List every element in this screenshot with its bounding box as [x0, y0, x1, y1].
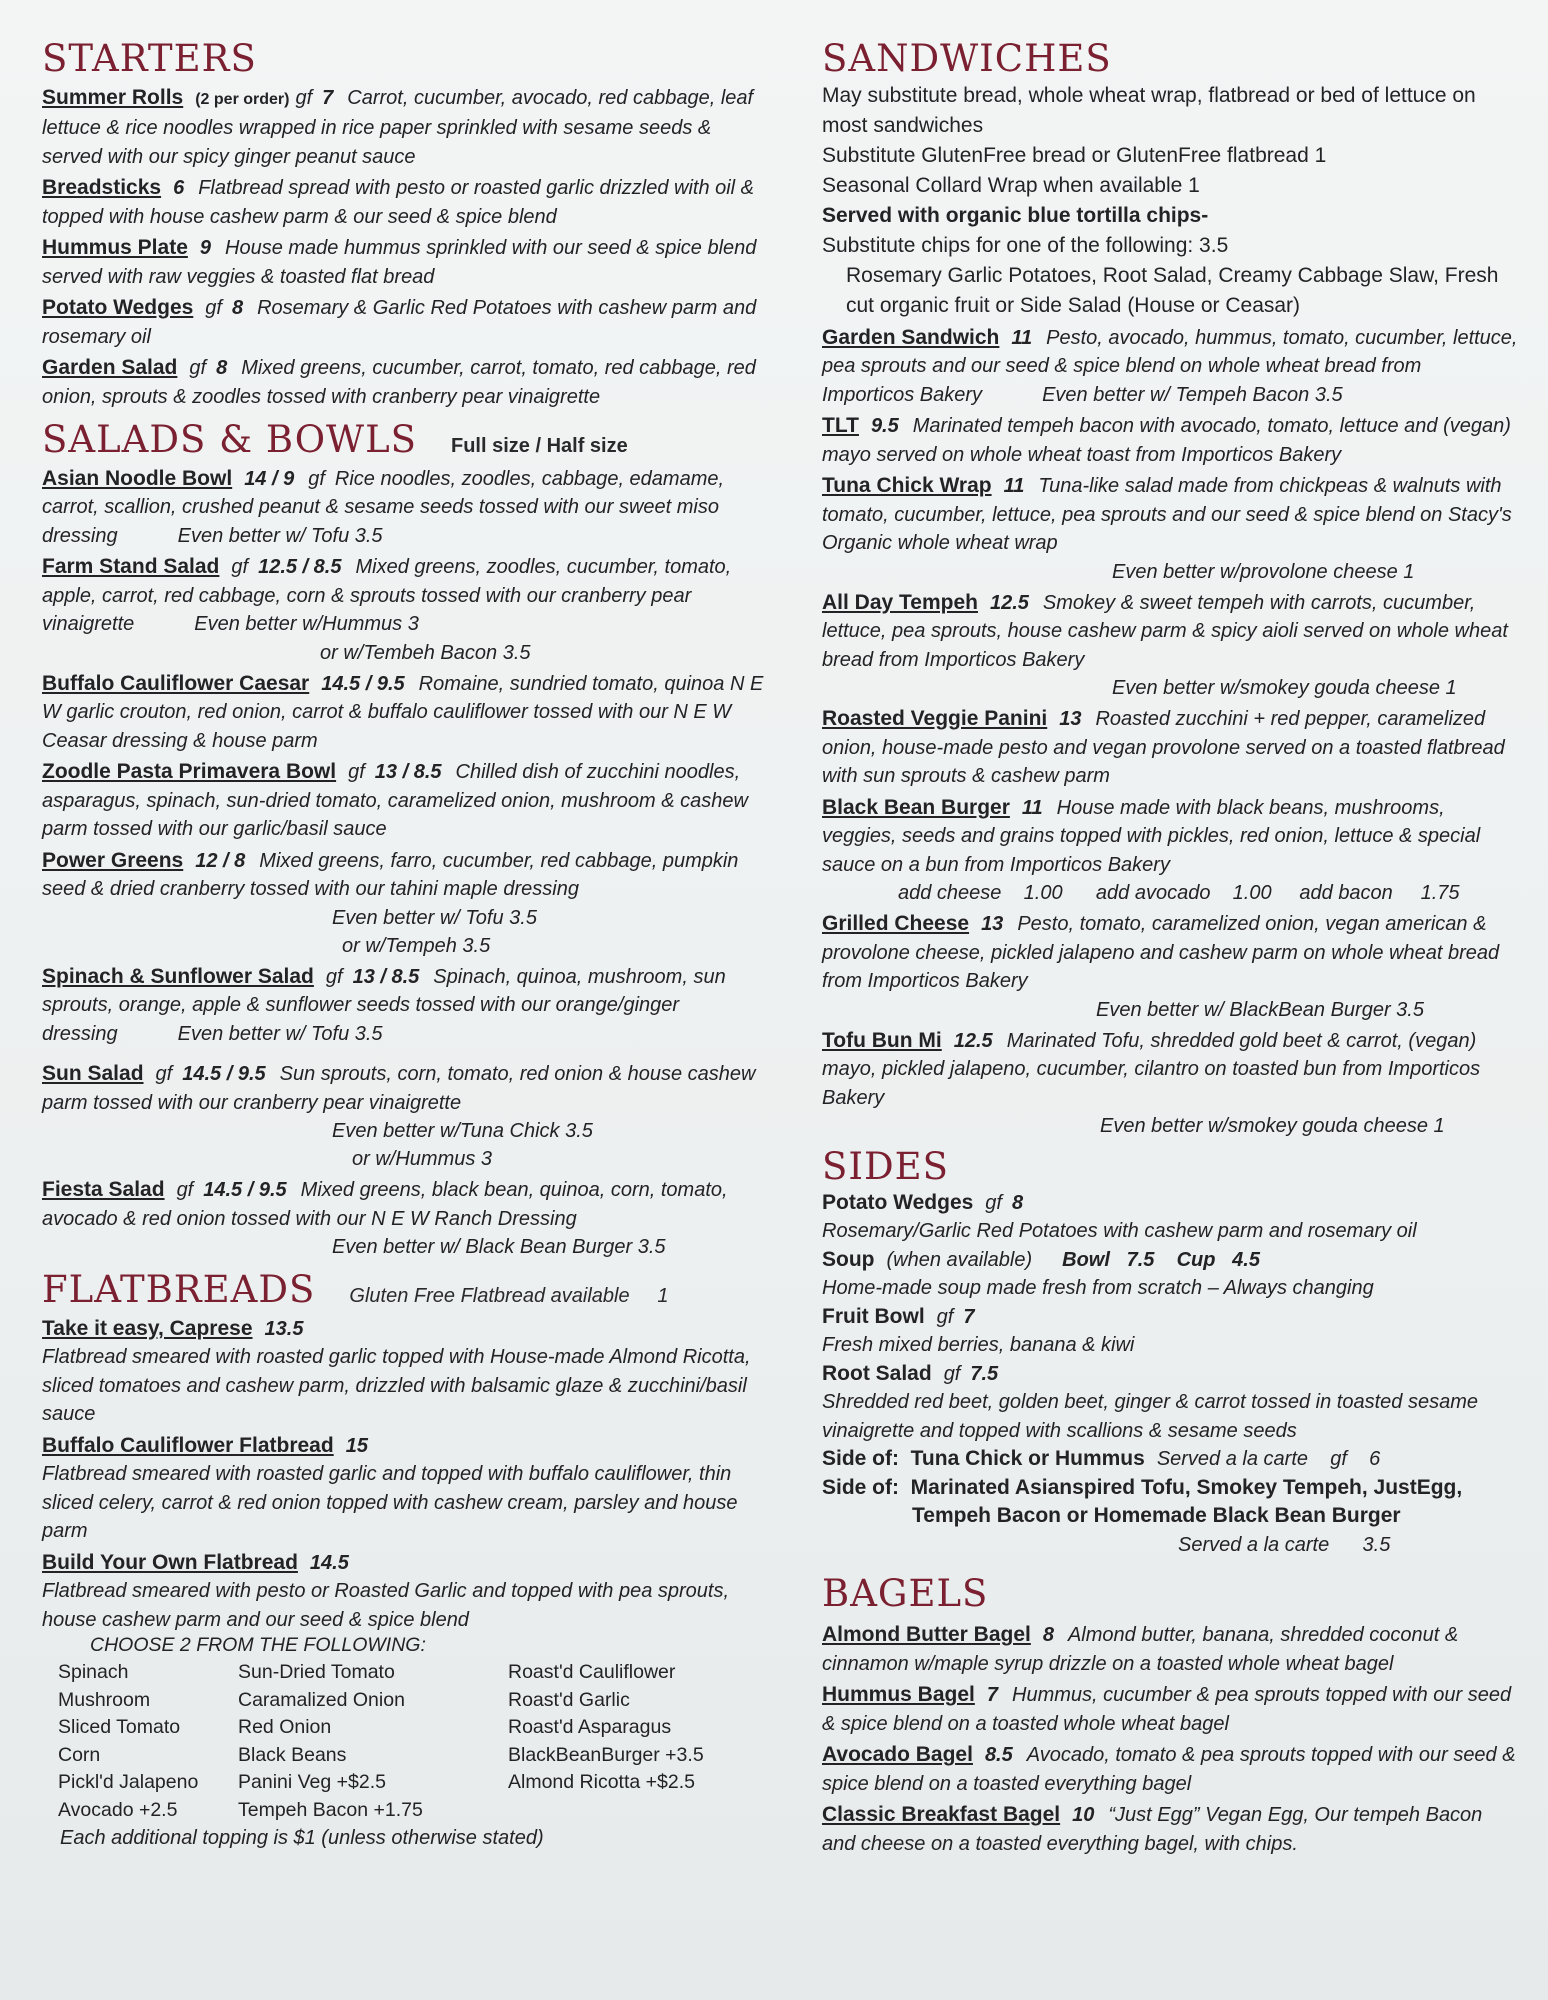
- item-desc: Spinach, quinoa, mushroom, sun sprouts, orange, apple & sunflower seeds tossed with our orange/ginger dressing: [42, 965, 726, 1045]
- item-price: 8: [1011, 1191, 1024, 1214]
- item-desc: Mixed greens, zoodles, cucumber, tomato, apple, carrot, red cabbage, corn & sprouts tossed with our cranberry pear vinaigrette: [42, 556, 732, 636]
- topping-option: Roast'd Asparagus: [508, 1716, 672, 1739]
- item-name: Farm Stand Salad: [42, 555, 220, 579]
- item-desc: Shredded red beet, golden beet, ginger & carrot tossed in toasted sesame vinaigrette and topped with scallions & sesame seeds: [822, 1391, 1478, 1442]
- item-extra: or w/Tembeh Bacon 3.5: [320, 641, 531, 664]
- item-price: 8: [216, 357, 228, 380]
- item-name: Asian Noodle Bowl: [42, 466, 233, 490]
- item-desc: Roasted zucchini + red pepper, caramelized onion, house-made pesto and vegan provolone served on a toasted flatbread with sun sprouts & cashew parm: [822, 708, 1505, 788]
- item-extra: Even better w/ Tofu 3.5: [177, 524, 383, 547]
- item-desc: Sun sprouts, corn, tomato, red onion & house cashew parm tossed with our cranberry pear vinaigrette: [42, 1063, 756, 1114]
- item-desc: Marinated Tofu, shredded gold beet & carrot, (vegan) mayo, pickled jalapeno, cucumber, cilantro on toasted bun from Importicos Bakery: [822, 1029, 1481, 1109]
- item-desc: Romaine, sundried tomato, quinoa N E W garlic crouton, red onion, carrot & buffalo cauliflower tossed with our N E W Ceasar dressing & house parm: [42, 672, 764, 752]
- menu-item: [822, 794, 1518, 880]
- item-price: 7: [986, 1684, 998, 1707]
- item-qualifier: (2 per order): [195, 90, 290, 108]
- toppings-footer: Each additional topping is $1 (unless otherwise stated): [60, 1827, 544, 1850]
- item-name: Sun Salad: [42, 1062, 144, 1086]
- topping-option: Tempeh Bacon +1.75: [238, 1798, 423, 1821]
- item-price: 14.5 / 9.5: [203, 1179, 287, 1202]
- menu-item: [42, 758, 770, 844]
- salads-section: [42, 419, 770, 1261]
- menu-item: [822, 705, 1518, 791]
- item-name: Tuna Chick Wrap: [822, 474, 992, 498]
- topping-option: Spinach: [58, 1661, 129, 1684]
- gf-tag: gf: [325, 965, 343, 988]
- starters-section: [42, 38, 770, 411]
- menu-item: [822, 472, 1518, 558]
- toppings-grid: [42, 1659, 770, 1824]
- item-name: Potato Wedges: [42, 296, 194, 320]
- gf-tag: gf: [231, 556, 249, 579]
- item-name: Power Greens: [42, 848, 184, 872]
- item-name: Soup: [822, 1247, 875, 1271]
- item-desc: Mixed greens, cucumber, carrot, tomato, red cabbage, red onion, sprouts & zoodles tossed with cranberry pear vinaigrette: [42, 357, 756, 408]
- item-price: 8.5: [984, 1744, 1013, 1767]
- item-price: Bowl 7.5 Cup 4.5: [1062, 1248, 1260, 1271]
- item-extra: or w/Tempeh 3.5: [342, 934, 491, 957]
- item-price: 8: [1042, 1624, 1054, 1647]
- item-extra: Even better w/ Tofu 3.5: [332, 906, 537, 929]
- salads-size-note: Full size / Half size: [451, 435, 628, 458]
- menu-item: [822, 1189, 1518, 1218]
- topping-option: Pickl'd Jalapeno: [58, 1771, 199, 1794]
- topping-option: Avocado +2.5: [58, 1798, 178, 1821]
- menu-item: [822, 324, 1518, 410]
- item-price: 13: [981, 913, 1004, 936]
- item-name: Take it easy, Caprese: [42, 1316, 253, 1340]
- item-name: Fruit Bowl: [822, 1304, 925, 1328]
- item-name: Classic Breakfast Bagel: [822, 1803, 1061, 1827]
- item-extra: Even better w/smokey gouda cheese 1: [1112, 677, 1457, 700]
- item-extra: or w/Hummus 3: [352, 1148, 493, 1171]
- item-name: Garden Sandwich: [822, 325, 1000, 349]
- side-of-label: Tempeh Bacon or Homemade Black Bean Burger: [912, 1504, 1401, 1528]
- item-name: Zoodle Pasta Primavera Bowl: [42, 760, 337, 784]
- item-name: Tofu Bun Mi: [822, 1028, 942, 1052]
- item-price: 14 / 9: [244, 467, 295, 490]
- menu-item: [42, 1060, 770, 1117]
- item-price: 14.5 / 9.5: [321, 672, 405, 695]
- gf-tag: gf: [155, 1063, 173, 1086]
- substitute-list: Rosemary Garlic Potatoes, Root Salad, Creamy Cabbage Slaw, Fresh cut organic fruit or Side Salad (House or Ceasar): [846, 263, 1499, 317]
- salads-title: SALADS & BOWLS: [42, 418, 417, 462]
- item-name: Avocado Bagel: [822, 1743, 973, 1767]
- gf-tag: gf: [308, 467, 325, 490]
- item-price: 12 / 8: [195, 849, 246, 872]
- item-name: Black Bean Burger: [822, 795, 1010, 819]
- flatbreads-title: FLATBREADS: [42, 1268, 316, 1312]
- item-desc: Rice noodles, zoodles, cabbage, edamame, carrot, scallion, crushed peanut & sesame seeds tossed with our sweet miso dressing: [42, 467, 725, 547]
- item-qualifier: (when available): [886, 1248, 1033, 1271]
- flatbreads-heading: [42, 1269, 770, 1312]
- side-of-label: Side of: Marinated Asianspired Tofu, Smokey Tempeh, JustEgg,: [822, 1475, 1463, 1499]
- menu-item: [42, 553, 770, 639]
- menu-item: [42, 354, 770, 411]
- menu-item: [822, 1801, 1518, 1858]
- right-column: [822, 38, 1518, 1858]
- item-name: Grilled Cheese: [822, 912, 970, 936]
- item-extra: Even better w/provolone cheese 1: [1112, 560, 1415, 583]
- topping-option: Red Onion: [238, 1716, 332, 1739]
- menu-item: [822, 1027, 1518, 1113]
- topping-option: Caramalized Onion: [238, 1688, 405, 1711]
- item-desc: House made with black beans, mushrooms, veggies, seeds and grains topped with pickles, red onion, lettuce & special sauce on a bun from Importicos Bakery: [822, 796, 1481, 876]
- topping-option: Sun-Dried Tomato: [238, 1661, 395, 1684]
- gf-tag: gf: [936, 1305, 954, 1328]
- item-name: Garden Salad: [42, 356, 178, 380]
- item-price: 15: [345, 1434, 368, 1457]
- menu-item: [822, 589, 1518, 675]
- item-desc: Pesto, tomato, caramelized onion, vegan american & provolone cheese, pickled jalapeno and cashew parm on whole wheat bread from Importicos Bakery: [822, 913, 1500, 993]
- side-of-price: Served a la carte 3.5: [1178, 1533, 1391, 1556]
- menu-item: [42, 963, 770, 1049]
- choose-label: CHOOSE 2 FROM THE FOLLOWING:: [90, 1634, 426, 1657]
- topping-option: Sliced Tomato: [58, 1716, 181, 1739]
- item-name: Hummus Bagel: [822, 1683, 975, 1707]
- gf-tag: gf: [985, 1191, 1002, 1214]
- left-column: [42, 38, 770, 1852]
- item-desc: House made hummus sprinkled with our seed & spice blend served with raw veggies & toasted flat bread: [42, 237, 757, 288]
- menu-item: [42, 847, 770, 904]
- menu-item: [42, 234, 770, 291]
- salads-heading: [42, 419, 770, 462]
- item-name: Breadsticks: [42, 176, 162, 200]
- item-extra: add cheese 1.00 add avocado 1.00 add bacon 1.75: [898, 882, 1460, 905]
- item-extra: Even better w/ Tempeh Bacon 3.5: [1042, 383, 1343, 406]
- item-name: Root Salad: [822, 1361, 932, 1385]
- item-price: 12.5 / 8.5: [258, 556, 342, 579]
- item-price: 6: [173, 177, 185, 200]
- menu-item: [42, 294, 770, 351]
- sides-title: SIDES: [822, 1145, 949, 1189]
- item-desc: Rosemary/Garlic Red Potatoes with cashew parm and rosemary oil: [822, 1220, 1417, 1243]
- item-desc: Hummus, cucumber & pea sprouts topped with our seed & spice blend on a toasted whole wheat bagel: [822, 1684, 1512, 1735]
- item-desc: Pesto, avocado, hummus, tomato, cucumber, lettuce, pea sprouts and our seed & spice blend on whole wheat bread from Importicos Bakery: [822, 326, 1518, 406]
- item-name: Summer Rolls: [42, 85, 184, 109]
- item-name: Buffalo Cauliflower Caesar: [42, 671, 310, 695]
- sandwiches-section: [822, 38, 1518, 1140]
- side-of-price: Served a la carte gf 6: [1156, 1448, 1381, 1471]
- topping-option: Roast'd Garlic: [508, 1688, 630, 1711]
- item-desc: Marinated tempeh bacon with avocado, tomato, lettuce and (vegan) mayo served on whole wheat toast from Importicos Bakery: [822, 415, 1511, 466]
- item-price: 14.5 / 9.5: [182, 1063, 266, 1086]
- bagels-section: [822, 1573, 1518, 1859]
- menu-item: [42, 1176, 770, 1233]
- item-name: All Day Tempeh: [822, 590, 978, 614]
- gf-tag: gf: [176, 1179, 194, 1202]
- side-of-line: [822, 1502, 1518, 1531]
- item-extra: Even better w/ BlackBean Burger 3.5: [1096, 998, 1424, 1021]
- item-price: 12.5: [989, 591, 1029, 614]
- menu-item: [822, 1303, 1518, 1332]
- sandwiches-title: SANDWICHES: [822, 37, 1112, 80]
- item-price: 11: [1021, 796, 1043, 819]
- sandwich-intro: Substitute GlutenFree bread or GlutenFree flatbread 1: [822, 143, 1327, 167]
- topping-option: Panini Veg +$2.5: [238, 1771, 387, 1794]
- gf-tag: gf: [348, 761, 365, 784]
- item-desc: Flatbread spread with pesto or roasted garlic drizzled with oil & topped with house cashew parm & our seed & spice blend: [42, 177, 755, 228]
- item-price: 12.5: [953, 1029, 993, 1052]
- item-name: Build Your Own Flatbread: [42, 1550, 298, 1574]
- topping-option: Black Beans: [238, 1743, 347, 1766]
- item-price: 7: [322, 86, 334, 109]
- topping-option: Almond Ricotta +$2.5: [508, 1771, 695, 1794]
- menu-item: [822, 1681, 1518, 1738]
- item-name: Potato Wedges: [822, 1190, 974, 1214]
- gf-tag: gf: [943, 1362, 961, 1385]
- item-price: 13: [1059, 708, 1082, 731]
- item-price: 13.5: [264, 1317, 304, 1340]
- item-price: 7: [963, 1305, 975, 1328]
- item-price: 9.5: [870, 415, 899, 438]
- topping-option: [508, 1797, 728, 1825]
- topping-option: Corn: [58, 1743, 101, 1766]
- chips-note: Served with organic blue tortilla chips-: [822, 203, 1209, 227]
- menu-item: [822, 910, 1518, 996]
- item-price: 10: [1072, 1804, 1095, 1827]
- menu-item: [822, 1246, 1518, 1275]
- item-price: 11: [1003, 475, 1025, 498]
- gf-tag: gf: [189, 357, 207, 380]
- item-extra: Even better w/smokey gouda cheese 1: [1100, 1115, 1445, 1138]
- item-name: Hummus Plate: [42, 236, 188, 260]
- item-desc: Mixed greens, farro, cucumber, red cabbage, pumpkin seed & dried cranberry tossed with our tahini maple dressing: [42, 849, 739, 901]
- item-price: 13 / 8.5: [352, 965, 420, 988]
- gluten-free-note: Gluten Free Flatbread available 1: [349, 1285, 669, 1308]
- item-extra: Even better w/Hummus 3: [194, 613, 419, 636]
- item-desc: “Just Egg” Vegan Egg, Our tempeh Bacon and cheese on a toasted everything bagel, with chips.: [822, 1804, 1483, 1855]
- item-name: Spinach & Sunflower Salad: [42, 964, 314, 988]
- menu-item: [42, 1432, 770, 1461]
- menu-item: [42, 465, 770, 551]
- item-extra: Even better w/ Tofu 3.5: [177, 1022, 383, 1045]
- item-desc: Fresh mixed berries, banana & kiwi: [822, 1334, 1135, 1357]
- sides-section: [822, 1146, 1518, 1559]
- side-of-line: [822, 1445, 1518, 1474]
- menu-item: [42, 1549, 770, 1578]
- item-price: 14.5: [309, 1551, 349, 1574]
- sandwich-intro: May substitute bread, whole wheat wrap, flatbread or bed of lettuce on most sandwiches: [822, 83, 1476, 137]
- item-extra: Even better w/ Black Bean Burger 3.5: [332, 1236, 666, 1259]
- item-desc: Smokey & sweet tempeh with carrots, cucumber, lettuce, pea sprouts, house cashew parm & spicy aioli served on whole wheat bread from Importicos Bakery: [822, 591, 1508, 671]
- item-price: 11: [1011, 326, 1033, 349]
- menu-item: [822, 1621, 1518, 1678]
- menu-item: [42, 670, 770, 756]
- gf-tag: gf: [205, 297, 222, 320]
- item-desc: Flatbread smeared with pesto or Roasted Garlic and topped with pea sprouts, house cashew parm and our seed & spice blend: [42, 1580, 730, 1631]
- menu-item: [822, 1741, 1518, 1798]
- item-desc: Flatbread smeared with roasted garlic and topped with buffalo cauliflower, thin sliced celery, carrot & red onion topped with cashew cream, parsley and house parm: [42, 1463, 738, 1543]
- item-desc: Flatbread smeared with roasted garlic topped with House-made Almond Ricotta, sliced tomatoes and cashew parm, drizzled with balsamic glaze & zucchini/basil sauce: [42, 1346, 751, 1426]
- side-of-label: Side of: Tuna Chick or Hummus: [822, 1447, 1145, 1471]
- item-name: Almond Butter Bagel: [822, 1623, 1031, 1647]
- substitute-note: Substitute chips for one of the following: 3.5: [822, 233, 1229, 257]
- item-desc: Mixed greens, black bean, quinoa, corn, tomato, avocado & red onion tossed with our N E W Ranch Dressing: [42, 1179, 728, 1230]
- item-price: 7.5: [970, 1362, 999, 1385]
- item-desc: Carrot, cucumber, avocado, red cabbage, leaf lettuce & rice noodles wrapped in rice paper sprinkled with sesame seeds & served with our spicy ginger peanut sauce: [42, 86, 754, 168]
- item-extra: Even better w/Tuna Chick 3.5: [332, 1120, 593, 1143]
- topping-option: BlackBeanBurger +3.5: [508, 1743, 704, 1766]
- item-name: Fiesta Salad: [42, 1178, 165, 1202]
- item-desc: Home-made soup made fresh from scratch – Always changing: [822, 1277, 1374, 1300]
- side-of-line: [822, 1474, 1518, 1503]
- item-desc: Avocado, tomato & pea sprouts topped with our seed & spice blend on a toasted everything bagel: [822, 1744, 1516, 1795]
- topping-option: Roast'd Cauliflower: [508, 1661, 676, 1684]
- item-price: 13 / 8.5: [374, 761, 442, 784]
- menu-item: [42, 174, 770, 231]
- item-name: Buffalo Cauliflower Flatbread: [42, 1433, 334, 1457]
- item-desc: Tuna-like salad made from chickpeas & walnuts with tomato, cucumber, lettuce, pea sprouts and our seed & spice blend on Stacy's Organic whole wheat wrap: [822, 475, 1512, 555]
- flatbreads-section: [42, 1269, 770, 1852]
- item-desc: Rosemary & Garlic Red Potatoes with cashew parm and rosemary oil: [42, 297, 757, 348]
- item-name: Roasted Veggie Panini: [822, 707, 1048, 731]
- sandwich-intro: Seasonal Collard Wrap when available 1: [822, 173, 1200, 197]
- starters-title: STARTERS: [42, 37, 257, 80]
- item-desc: Almond butter, banana, shredded coconut & cinnamon w/maple syrup drizzle on a toasted whole wheat bagel: [822, 1624, 1459, 1675]
- bagels-title: BAGELS: [822, 1571, 989, 1615]
- item-desc: Chilled dish of zucchini noodles, asparagus, spinach, sun-dried tomato, caramelized onion, mushroom & cashew parm tossed with our garlic/basil sauce: [42, 761, 748, 841]
- menu-item: [42, 84, 770, 172]
- gf-tag: gf: [295, 86, 313, 109]
- item-name: TLT: [822, 414, 859, 438]
- menu-item: [42, 1315, 770, 1344]
- menu-item: [822, 1360, 1518, 1389]
- topping-option: Mushroom: [58, 1688, 151, 1711]
- item-price: 8: [231, 297, 244, 320]
- menu-item: [822, 412, 1518, 469]
- item-price: 9: [199, 237, 211, 260]
